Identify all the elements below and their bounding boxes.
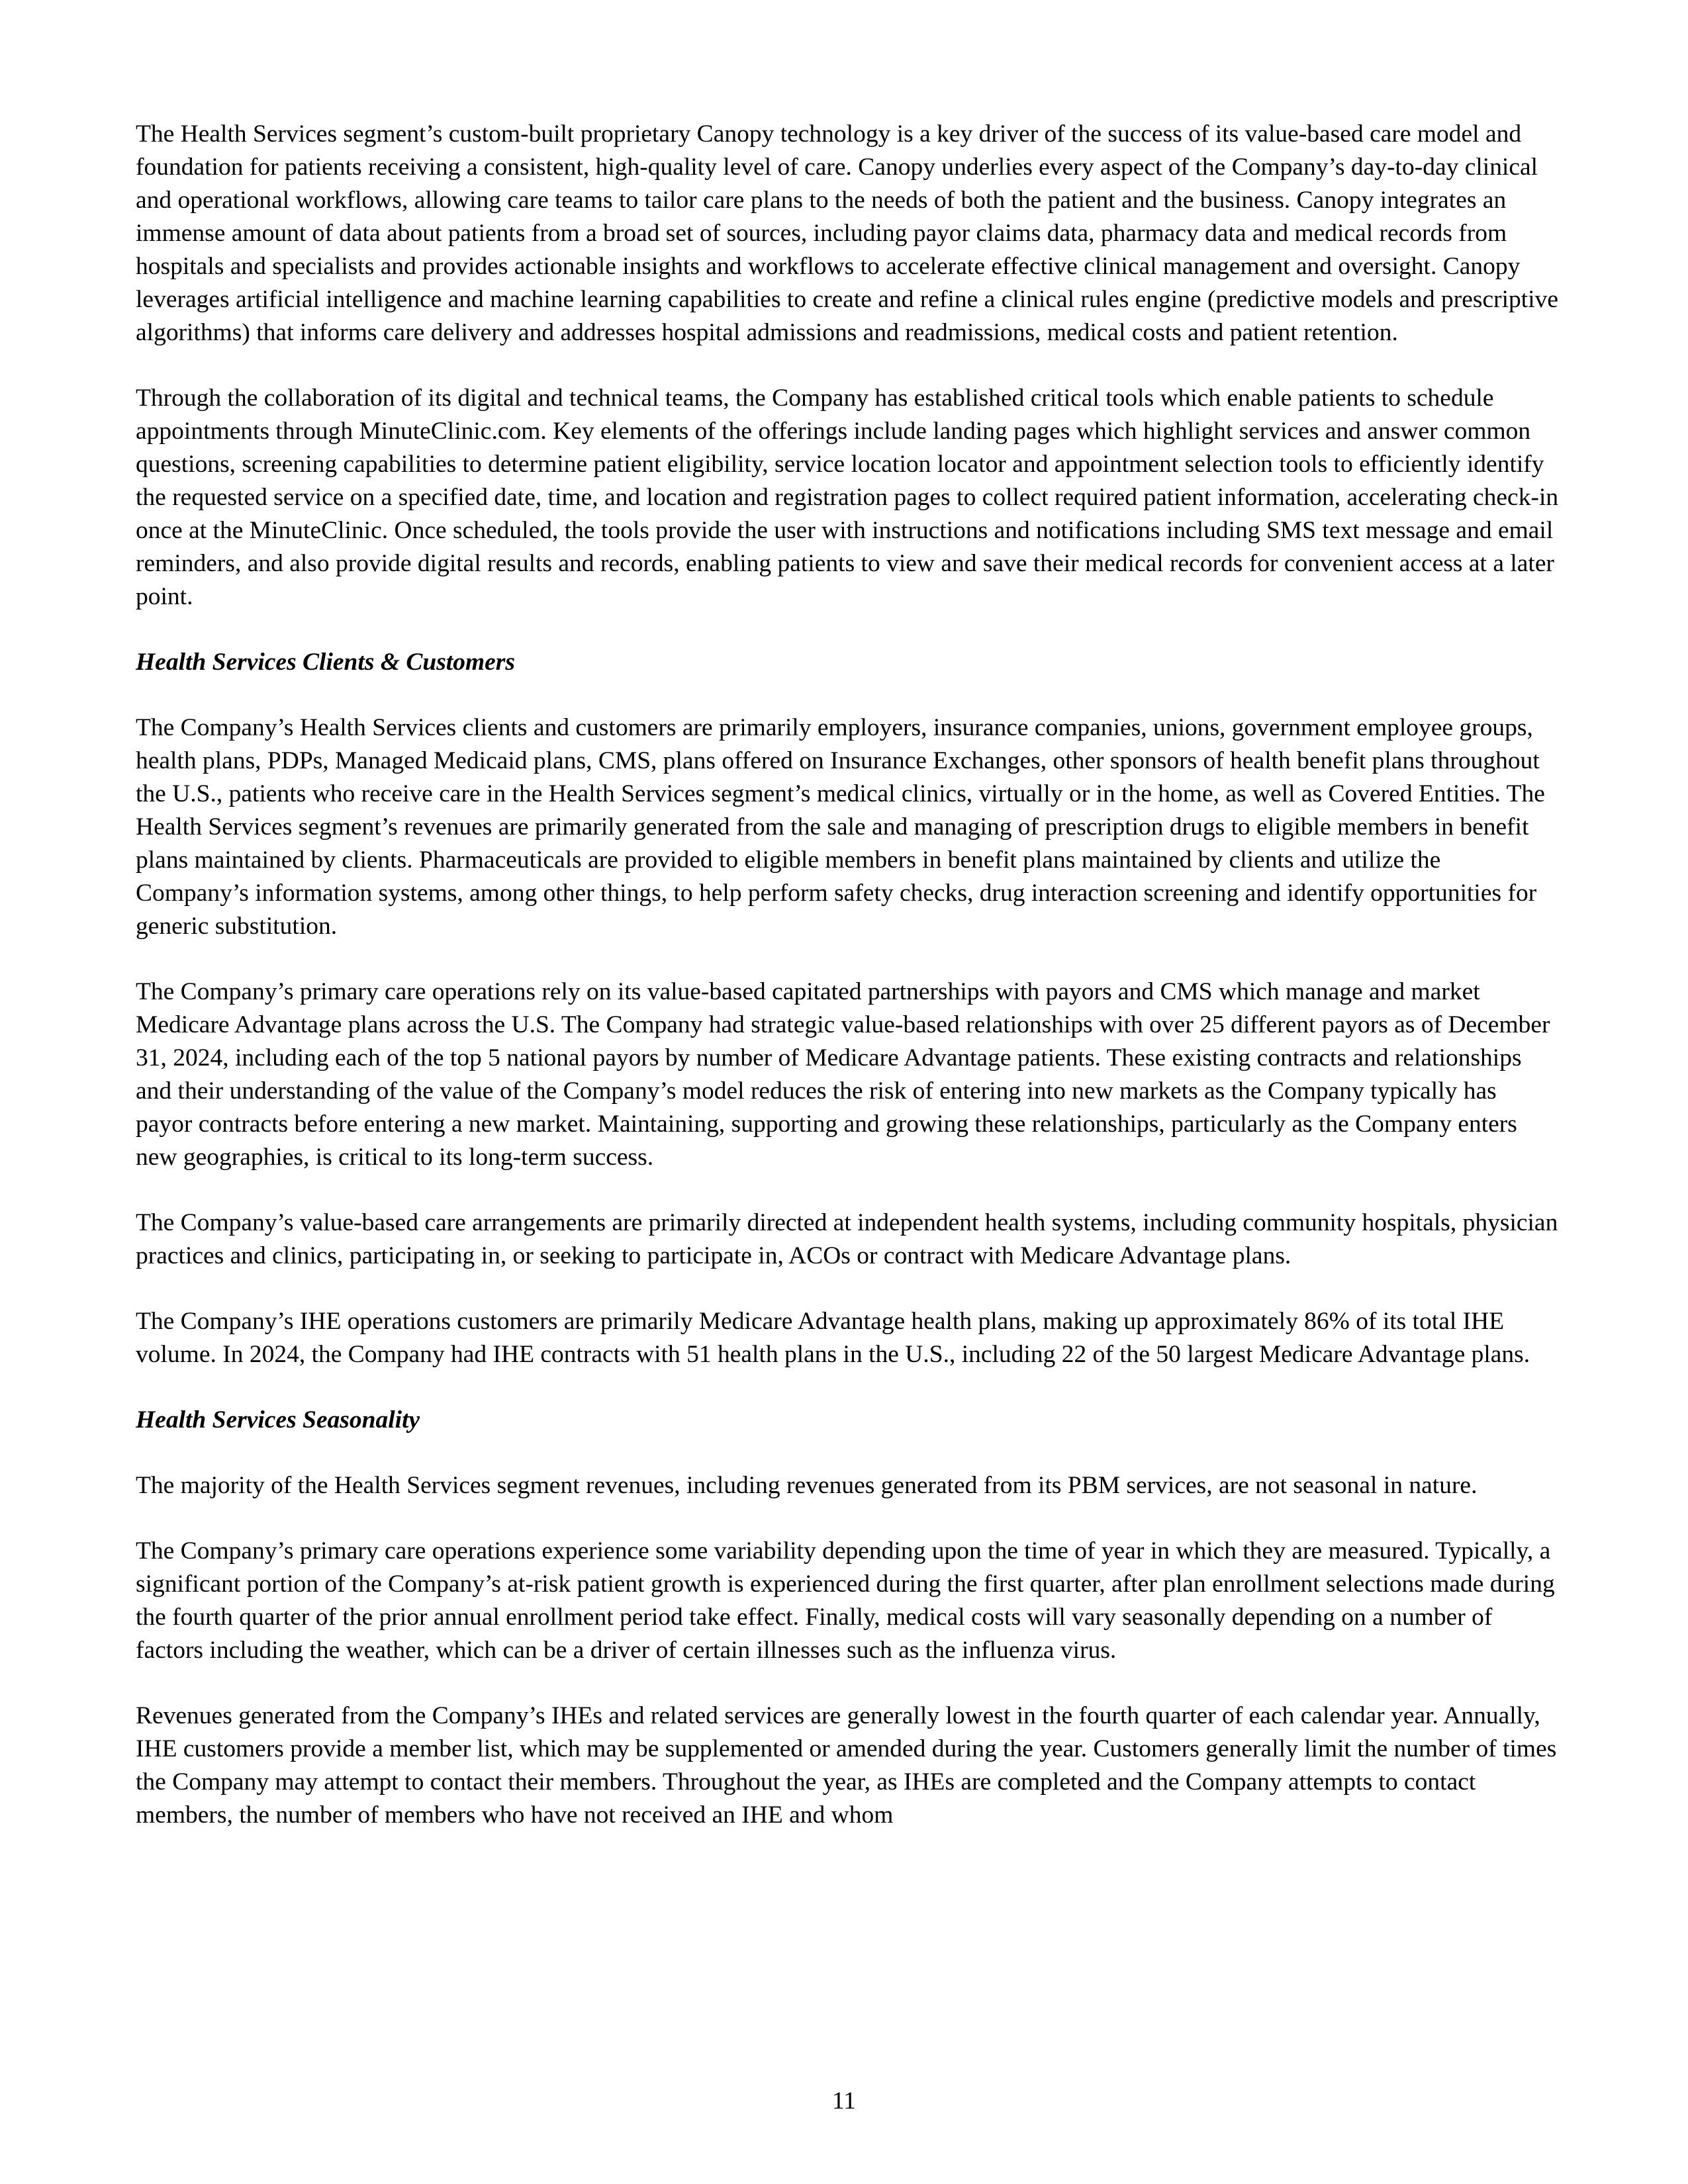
paragraph-canopy-technology: The Health Services segment’s custom-built proprietary Canopy technology is a key driver of the success of its value-based care model and foundation for patients receiving a consistent, high-quality level of care. Canopy underlies every aspect of the Company’s day-to-day clinical and operational workflows, allowing care teams to tailor care plans to the needs of both the patient and the business. Canopy integrates an immense amount of data about patients from a broad set of sources, including payor claims data, pharmacy data and medical records from hospitals and specialists and provides actionable insights and workflows to accelerate effective clinical management and oversight. Canopy leverages artificial intelligence and machine learning capabilities to create and refine a clinical rules engine (predictive models and prescriptive algorithms) that informs care delivery and addresses hospital admissions and readmissions, medical costs and patient retention. (136, 120, 1559, 346)
paragraph-clients-customers: The Company’s Health Services clients and customers are primarily employers, insurance companies, unions, government employee groups, health plans, PDPs, Managed Medicaid plans, CMS, plans offered on Insurance Exchanges, other sponsors of health benefit plans throughout the U.S., patients who receive care in the Health Services segment’s medical clinics, virtually or in the home, as well as Covered Entities. The Health Services segment’s revenues are primarily generated from the sale and managing of prescription drugs to eligible members in benefit plans maintained by clients. Pharmaceuticals are provided to eligible members in benefit plans maintained by clients and utilize the Company’s information systems, among other things, to help perform safety checks, drug interaction screening and identify opportunities for generic substitution. (136, 714, 1545, 940)
paragraph-primary-care-seasonality: The Company’s primary care operations experience some variability depending upon the time of year in which they are measured. Typically, a significant portion of the Company’s at-risk patient growth is experienced during the first quarter, after plan enrollment selections made during the fourth quarter of the prior annual enrollment period take effect. Finally, medical costs will vary seasonally depending on a number of factors including the weather, which can be a driver of certain illnesses such as the influenza virus. (136, 1537, 1555, 1664)
section-heading-clients-customers: Health Services Clients & Customers (136, 649, 515, 676)
paragraph-minuteclinic-tools: Through the collaboration of its digital and technical teams, the Company has established critical tools which enable patients to schedule appointments through MinuteClinic.com. Key elements of the offerings include landing pages which highlight services and answer common questions, screening capabilities to determine patient eligibility, service location locator and appointment selection tools to efficiently identify the requested service on a specified date, time, and location and registration pages to collect required patient information, accelerating check-in once at the MinuteClinic. Once scheduled, the tools provide the user with instructions and notifications including SMS text message and email reminders, and also provide digital results and records, enabling patients to view and save their medical records for convenient access at a later point. (136, 385, 1559, 610)
paragraph-ihe-seasonality: Revenues generated from the Company’s IHEs and related services are generally lowest in the fourth quarter of each calendar year. Annually, IHE customers provide a member list, which may be supplemented or amended during the year. Customers generally limit the number of times the Company may attempt to contact their members. Throughout the year, as IHEs are completed and the Company attempts to contact members, the number of members who have not received an IHE and whom (136, 1702, 1557, 1829)
paragraph-value-based-care: The Company’s value-based care arrangements are primarily directed at independent health systems, including community hospitals, physician practices and clinics, participating in, or seeking to participate in, ACOs or contract with Medicare Advantage plans. (136, 1209, 1558, 1269)
paragraph-ihe-operations: The Company’s IHE operations customers are primarily Medicare Advantage health plans, making up approximately 86% of its total IHE volume. In 2024, the Company had IHE contracts with 51 health plans in the U.S., including 22 of the 50 largest Medicare Advantage plans. (136, 1308, 1530, 1368)
document-body (136, 118, 1559, 1864)
page-number: 11 (831, 2087, 857, 2115)
paragraph-pbm-seasonality: The majority of the Health Services segment revenues, including revenues generated from its PBM services, are not seasonal in nature. (136, 1472, 1477, 1499)
paragraph-primary-care-operations: The Company’s primary care operations rely on its value-based capitated partnerships with payors and CMS which manage and market Medicare Advantage plans across the U.S. The Company had strategic value-based relationships with over 25 different payors as of December 31, 2024, including each of the top 5 national payors by number of Medicare Advantage patients. These existing contracts and relationships and their understanding of the value of the Company’s model reduces the risk of entering into new markets as the Company typically has payor contracts before entering a new market. Maintaining, supporting and growing these relationships, particularly as the Company enters new geographies, is critical to its long-term success. (136, 978, 1550, 1171)
section-heading-seasonality: Health Services Seasonality (136, 1406, 420, 1433)
